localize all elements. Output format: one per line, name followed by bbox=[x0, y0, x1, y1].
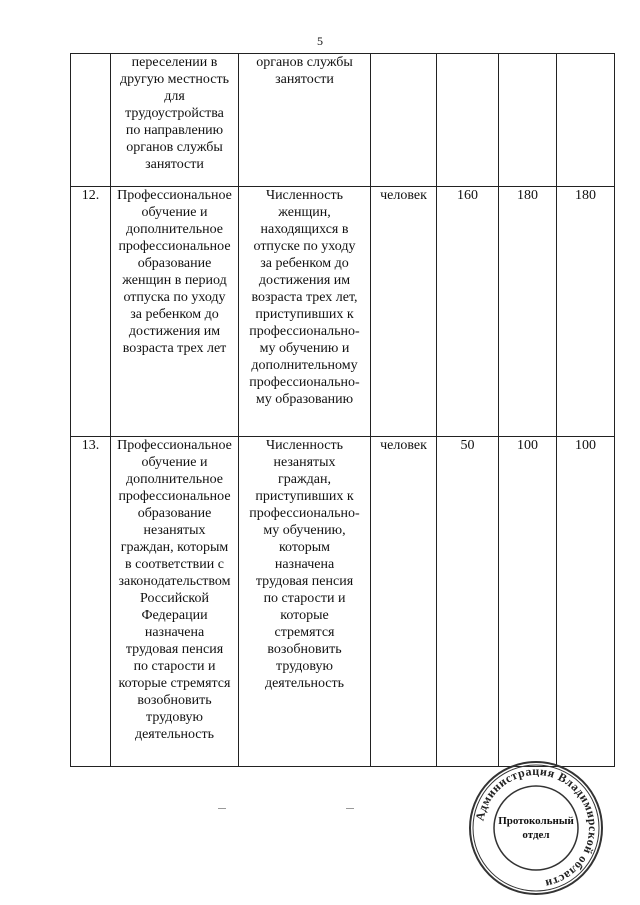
value-cell-2: 180 bbox=[499, 187, 557, 437]
indicator-cell: Численность женщин, находящихся в отпуске по уходу за ребенком до достижения им возраста трех лет, приступивших к профессионально- му обучению и дополнительному профессионально- му образованию bbox=[239, 187, 371, 437]
unit-cell bbox=[371, 54, 437, 187]
table-row bbox=[71, 187, 615, 437]
table-row bbox=[71, 54, 615, 187]
official-seal bbox=[466, 758, 606, 898]
value-cell-2 bbox=[499, 54, 557, 187]
seal-center-line1: Протокольный bbox=[498, 815, 574, 827]
indicator-cell: органов службы занятости bbox=[239, 54, 371, 187]
row-number: 12. bbox=[71, 187, 111, 437]
seal-center-line2: отдел bbox=[522, 829, 550, 841]
value-cell-1: 50 bbox=[437, 437, 499, 767]
scan-mark bbox=[218, 808, 226, 809]
measure-name-cell: Профессиональное обучение и дополнительное профессиональное образование незанятых граждан, которым в соответствии с законодательством Российской Федерации назначена трудовая пенсия по старости и которые стремятся возобновить трудовую деятельность bbox=[111, 437, 239, 767]
table-row bbox=[71, 437, 615, 767]
unit-cell: человек bbox=[371, 437, 437, 767]
unit-cell: человек bbox=[371, 187, 437, 437]
seal-ring-text: Администрация Владимирской области bbox=[472, 763, 601, 892]
value-cell-2: 100 bbox=[499, 437, 557, 767]
row-number bbox=[71, 54, 111, 187]
page-number: 5 bbox=[317, 34, 323, 48]
value-cell-3: 100 bbox=[557, 437, 615, 767]
measure-name-cell: Профессиональное обучение и дополнительное профессиональное образование женщин в период отпуска по уходу за ребенком до достижения им возраста трех лет bbox=[111, 187, 239, 437]
value-cell-3 bbox=[557, 54, 615, 187]
scan-mark bbox=[346, 808, 354, 809]
value-cell-3: 180 bbox=[557, 187, 615, 437]
row-number: 13. bbox=[71, 437, 111, 767]
indicator-table bbox=[70, 53, 615, 767]
value-cell-1 bbox=[437, 54, 499, 187]
measure-name-cell: переселении в другую местность для трудоустройства по направлению органов службы занятости bbox=[111, 54, 239, 187]
indicator-cell: Численность незанятых граждан, приступивших к профессионально- му обучению, которым назначена трудовая пенсия по старости и которые стремятся возобновить трудовую деятельность bbox=[239, 437, 371, 767]
value-cell-1: 160 bbox=[437, 187, 499, 437]
